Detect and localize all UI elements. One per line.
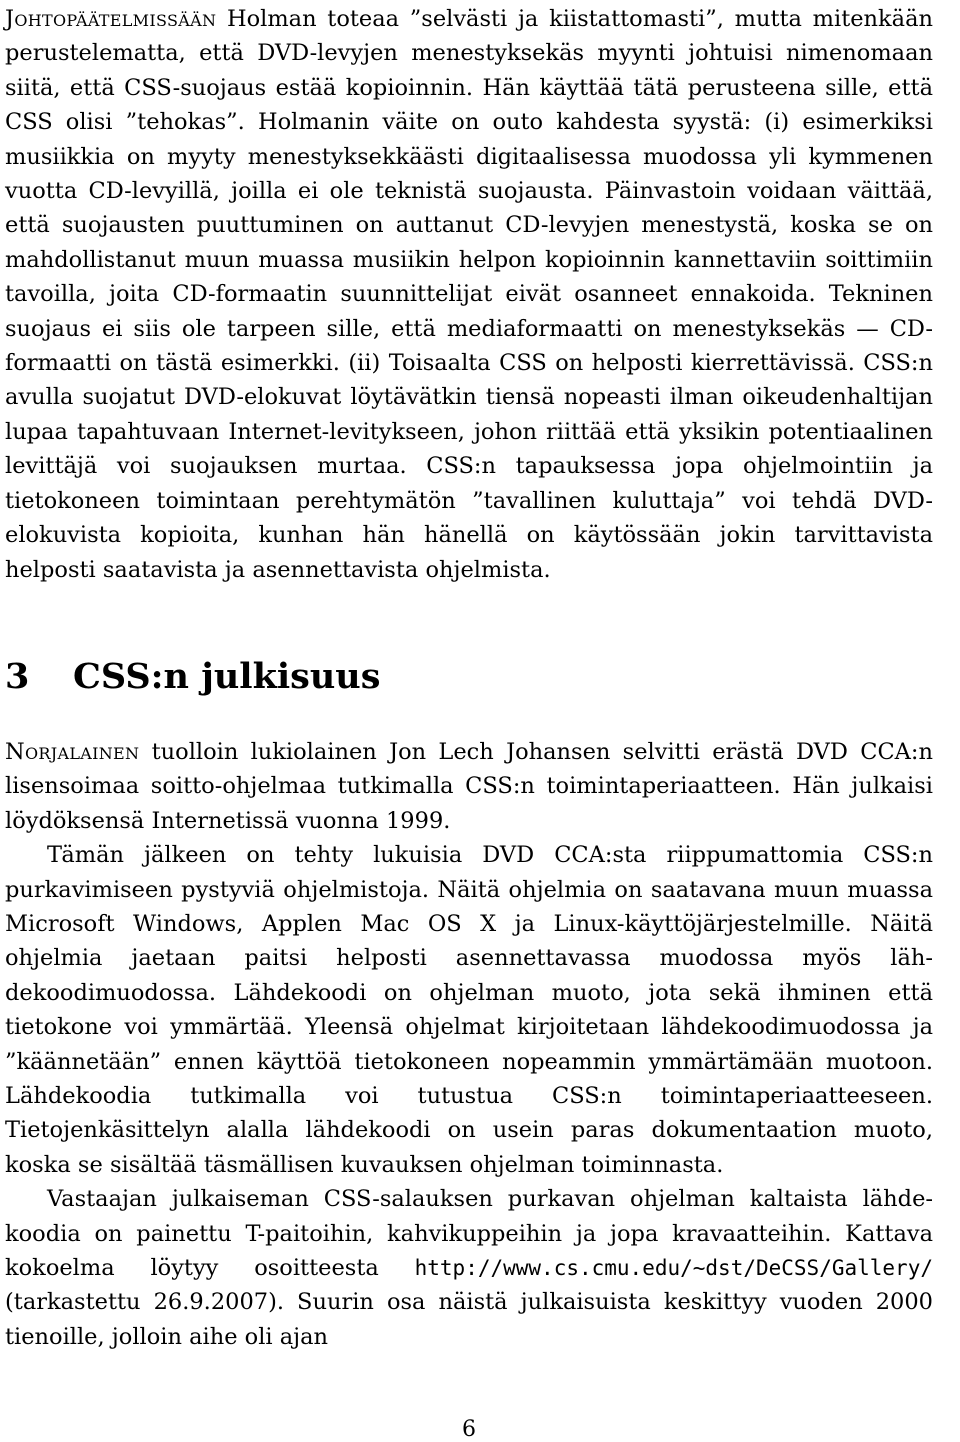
- paragraph-body: Tämän jälkeen on tehty lukuisia DVD CCA:sta riippumattomia CSS:n purkavimiseen pystyviä ohjelmistoja. Näitä ohjelmia on saatavana muun muassa Microsoft Windows, Applen Mac OS X ja Linux-käyttöjärjestelmille. Näitä ohjelmia jaetaan paitsi helposti asennettavassa muodossa myös lähdekoodimuodossa. Lähdekoodi on ohjelman muoto, jota sekä ihminen että tietokone voi ymmärtää. Yleensä ohjelmat kirjoitetaan lähdekoodimuodossa ja ”käännetään” ennen käyttöä tietokoneen nopeammin ymmärtämään muotoon. Lähdekoodia tutkimalla voi tutustua CSS:n toimintaperiaatteeseen. Tietojenkäsittelyn alalla lähdekoodi on usein paras dokumentaation muoto, koska se sisältää täsmällisen kuvauksen ohjelman toiminnasta.: [5, 842, 933, 1178]
- paragraph-conclusions: [5, 0, 933, 587]
- paragraph-lead-word: Norjalainen: [5, 738, 140, 765]
- document-page: [5, 0, 933, 1354]
- page-number: 6: [462, 1417, 476, 1442]
- gallery-url-link[interactable]: http://www.cs.cmu.edu/~dst/DeCSS/Gallery/: [414, 1256, 933, 1280]
- paragraph-programs: [5, 838, 933, 1182]
- section-number: 3: [5, 655, 30, 697]
- paragraph-body: tuolloin lukiolainen Jon Lech Johansen selvitti erästä DVD CCA:n lisensoimaa soitto-ohjelmaa tutkimalla CSS:n toimintaperiaatteen. Hän julkaisi löydöksensä Internetissä vuonna 1999.: [5, 738, 933, 834]
- paragraph-gallery: [5, 1182, 933, 1354]
- section-title: CSS:n julkisuus: [73, 655, 381, 697]
- paragraph-johansen: [5, 735, 933, 838]
- section-heading: [5, 647, 933, 707]
- paragraph-body: Holman toteaa ”selvästi ja kiistattomasti”, mutta mitenkään perustelematta, että DVD-levyjen menestyksekäs myynti johtuisi nimenomaan siitä, että CSS-suojaus estää kopioinnin. Hän käyttää tätä perusteena sille, että CSS olisi ”tehokas”. Holmanin väite on outo kahdesta syystä: (i) esimerkiksi musiikkia on myyty menestyksekkäästi digitaalisessa muodossa yli kymmenen vuotta CD-levyillä, joilla ei ole teknistä suojausta. Päinvastoin voidaan väittää, että suojausten puuttuminen on auttanut CD-levyjen menestystä, koska se on mahdollistanut muun muassa musiikin helpon kopioinnin kannettaviin soittimiin tavoilla, joita CD-formaatin suunnittelijat eivät osanneet ennakoida. Tekninen suojaus ei siis ole tarpeen sille, että mediaformaatti on menestyksekäs — CD-formaatti on tästä esimerkki. (ii) Toisaalta CSS on helposti kierrettävissä. CSS:n avulla suojatut DVD-elokuvat löytävätkin tiensä nopeasti ilman oikeudenhaltijan lupaa tapahtuvaan Internet-levitykseen, johon riittää että yksikin potentiaalinen levittäjä voi suojauksen murtaa. CSS:n tapauksessa jopa ohjelmointiin ja tietokoneen toimintaan perehtymätön ”tavallinen kuluttaja” voi tehdä DVD-elokuvista kopioita, kunhan hän hänellä on käytössään jokin tarvittavista helposti saatavista ja asennettavista ohjelmista.: [5, 6, 933, 583]
- paragraph-body-start: Vastaajan julkaiseman CSS-salauksen purkavan ohjelman kaltaista lähdekoodia on painettu T-paitoihin, kahvikuppeihin ja jopa kravaatteihin. Kattava kokoelma löytyy osoitteesta: [5, 1186, 933, 1281]
- paragraph-body-end: (tarkastettu 26.9.2007). Suurin osa näistä julkaisuista keskittyy vuoden 2000 tienoille, jolloin aihe oli ajan: [5, 1289, 933, 1350]
- paragraph-lead-word: Johtopäätelmissään: [5, 6, 217, 32]
